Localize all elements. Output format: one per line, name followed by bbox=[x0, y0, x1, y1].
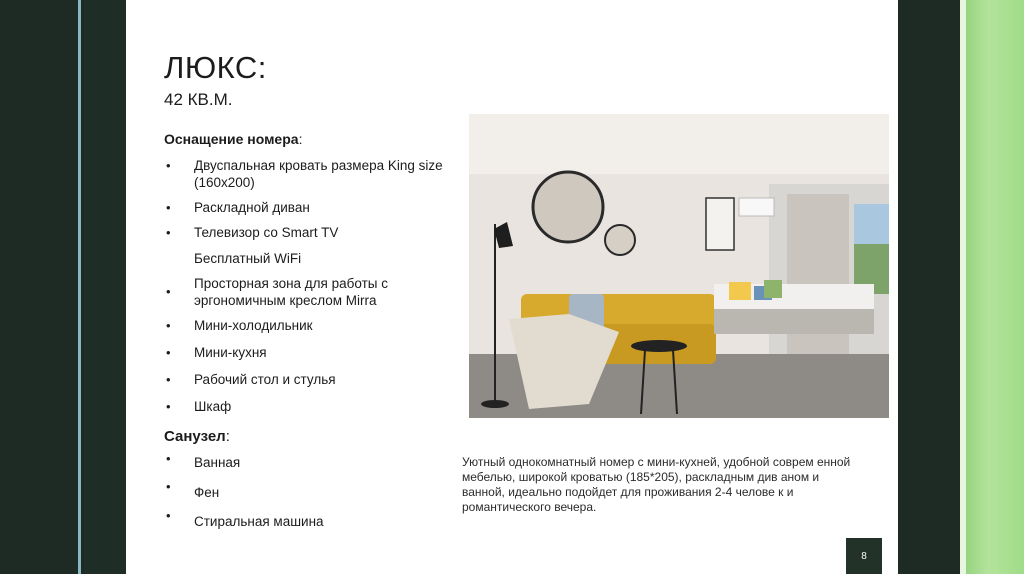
slide-title: ЛЮКС: bbox=[164, 50, 267, 85]
bathroom-heading-colon: : bbox=[225, 428, 230, 445]
bathroom-heading-label: Санузел bbox=[164, 428, 226, 445]
list-item-text: Бесплатный WiFi bbox=[194, 251, 302, 266]
right-frame bbox=[898, 0, 960, 574]
left-frame bbox=[0, 0, 84, 574]
list-item-text: Раскладной диван bbox=[194, 200, 310, 215]
list-item-text: Просторная зона для работы с эргономичным креслом Mirra bbox=[194, 276, 388, 308]
right-green-stripe bbox=[960, 0, 966, 574]
bullet-icon: • bbox=[166, 372, 171, 387]
list-item-text: Ванная bbox=[194, 455, 241, 470]
equipment-heading-label: Оснащение номера bbox=[164, 131, 299, 147]
slide-subtitle: 42 КВ.М. bbox=[164, 90, 233, 109]
list-item-text: Стиральная машина bbox=[194, 514, 324, 529]
bullet-icon: • bbox=[166, 318, 171, 333]
list-item-text: Мини-холодильник bbox=[194, 318, 313, 333]
bullet-icon: • bbox=[166, 225, 171, 240]
list-item-text: Мини-кухня bbox=[194, 345, 267, 360]
bullet-icon: • bbox=[166, 158, 171, 173]
list-item-text: Фен bbox=[194, 485, 220, 500]
equipment-heading bbox=[164, 131, 302, 147]
list-item-text: Шкаф bbox=[194, 399, 232, 414]
bullet-icon: • bbox=[166, 399, 171, 414]
list-item-text: Телевизор со Smart TV bbox=[194, 225, 339, 240]
room-photo bbox=[469, 114, 889, 418]
bullet-icon: • bbox=[166, 284, 171, 299]
page-number-badge: 8 bbox=[846, 538, 882, 574]
bullet-icon: • bbox=[166, 345, 171, 360]
slide bbox=[126, 0, 898, 574]
equipment-heading-colon: : bbox=[298, 131, 303, 147]
left-frame-line bbox=[78, 0, 81, 574]
right-green-panel bbox=[960, 0, 1024, 574]
bullet-icon: • bbox=[166, 508, 171, 523]
list-item-text: Рабочий стол и стулья bbox=[194, 372, 336, 387]
photo-caption: Уютный однокомнатный номер с мини-кухней, удобной соврем енной мебелью, широкой кроватью (185*205), раскладным див аном и ванной, идеально подойдет для проживания 2-4 челове к и романтического вечера. bbox=[462, 455, 851, 514]
bullet-icon: • bbox=[166, 200, 171, 215]
bathroom-heading bbox=[164, 428, 230, 445]
list-item-text: Двуспальная кровать размера King size (160x200) bbox=[194, 158, 443, 190]
bullet-icon: • bbox=[166, 451, 171, 466]
bullet-icon: • bbox=[166, 479, 171, 494]
